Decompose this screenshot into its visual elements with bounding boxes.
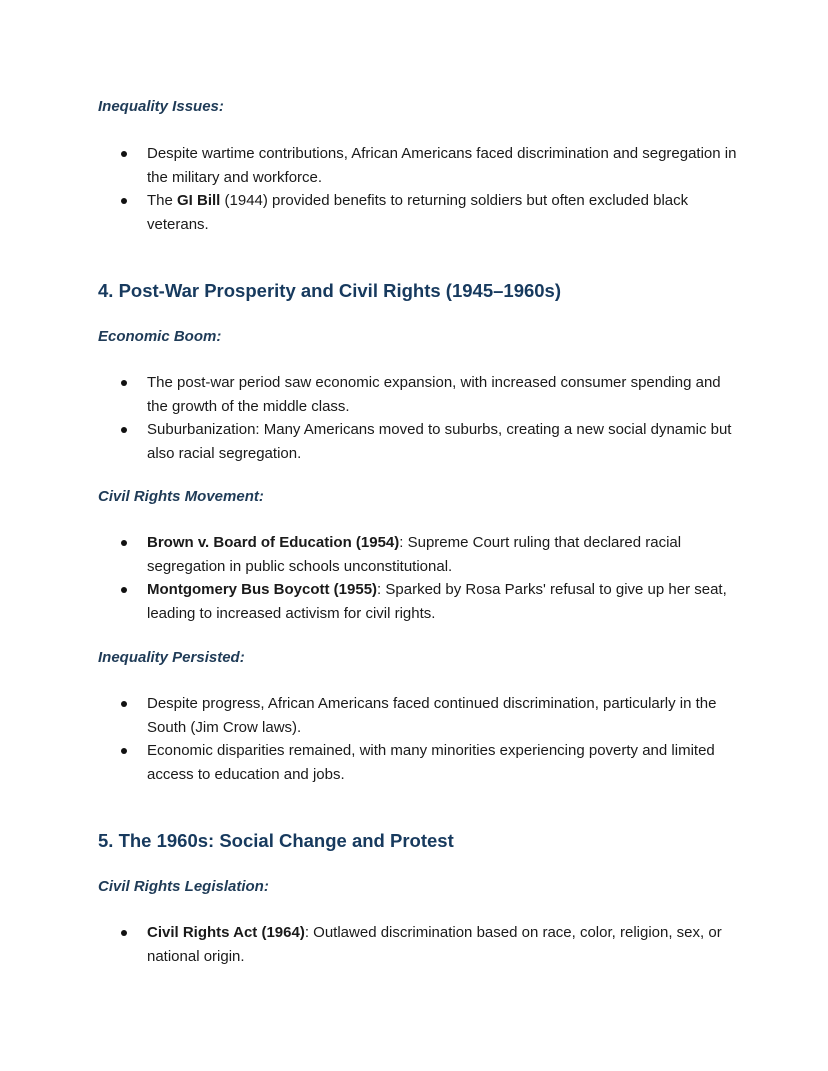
bullet-list-inequality-persisted (0, 692, 828, 786)
bullet-icon (121, 701, 127, 707)
bullet-list-inequality-issues (0, 142, 828, 236)
list-item (0, 142, 828, 189)
list-item-text: The post-war period saw economic expansion, with increased consumer spending and the growth of the middle class. (147, 374, 721, 415)
subheading-civil-rights-legislation: Civil Rights Legislation: (98, 878, 269, 895)
list-item-bold-term: Brown v. Board of Education (1954) (147, 534, 400, 551)
bullet-list-economic-boom (0, 371, 828, 465)
subheading-inequality-issues: Inequality Issues: (98, 98, 224, 115)
list-item (0, 739, 828, 786)
list-item (0, 692, 828, 739)
bullet-icon (121, 540, 127, 546)
list-item-text-rest: : Outlawed discrimination based on race, color, religion, sex, or national origin. (147, 924, 722, 965)
bullet-list-civil-rights-legislation (0, 921, 828, 968)
list-item-bold-term: Montgomery Bus Boycott (1955) (147, 581, 378, 598)
bullet-icon (121, 748, 127, 754)
list-item-text-rest: (1944) provided benefits to returning soldiers but often excluded black veterans. (147, 192, 689, 233)
list-item-text: Suburbanization: Many Americans moved to suburbs, creating a new social dynamic but also racial segregation. (147, 421, 732, 462)
list-item-text-pre: The (147, 192, 178, 209)
bullet-icon (121, 380, 127, 386)
bullet-icon (121, 587, 127, 593)
list-item (0, 921, 828, 968)
list-item (0, 578, 828, 625)
list-item (0, 189, 828, 236)
subheading-economic-boom: Economic Boom: (98, 328, 222, 345)
subheading-inequality-persisted: Inequality Persisted: (98, 649, 245, 666)
section-heading-5: 5. The 1960s: Social Change and Protest (98, 830, 454, 851)
bullet-icon (121, 427, 127, 433)
list-item (0, 418, 828, 465)
subheading-civil-rights-movement: Civil Rights Movement: (98, 488, 264, 505)
list-item-text-rest: : Sparked by Rosa Parks' refusal to give up her seat, leading to increased activism for civil rights. (147, 581, 727, 622)
bullet-icon (121, 198, 127, 204)
list-item-bold-term: Civil Rights Act (1964) (147, 924, 305, 941)
list-item-bold-term: GI Bill (177, 192, 221, 209)
bullet-list-civil-rights-movement (0, 531, 828, 625)
list-item-text-rest: : Supreme Court ruling that declared racial segregation in public schools unconstitutional. (147, 534, 682, 575)
list-item-text: Despite progress, African Americans faced continued discrimination, particularly in the South (Jim Crow laws). (147, 695, 717, 736)
list-item-text: Despite wartime contributions, African Americans faced discrimination and segregation in the military and workforce. (147, 145, 737, 186)
list-item-text: Economic disparities remained, with many minorities experiencing poverty and limited access to education and jobs. (147, 742, 715, 783)
list-item (0, 531, 828, 578)
bullet-icon (121, 151, 127, 157)
list-item (0, 371, 828, 418)
section-heading-4: 4. Post-War Prosperity and Civil Rights (1945–1960s) (98, 280, 562, 301)
bullet-icon (121, 930, 127, 936)
